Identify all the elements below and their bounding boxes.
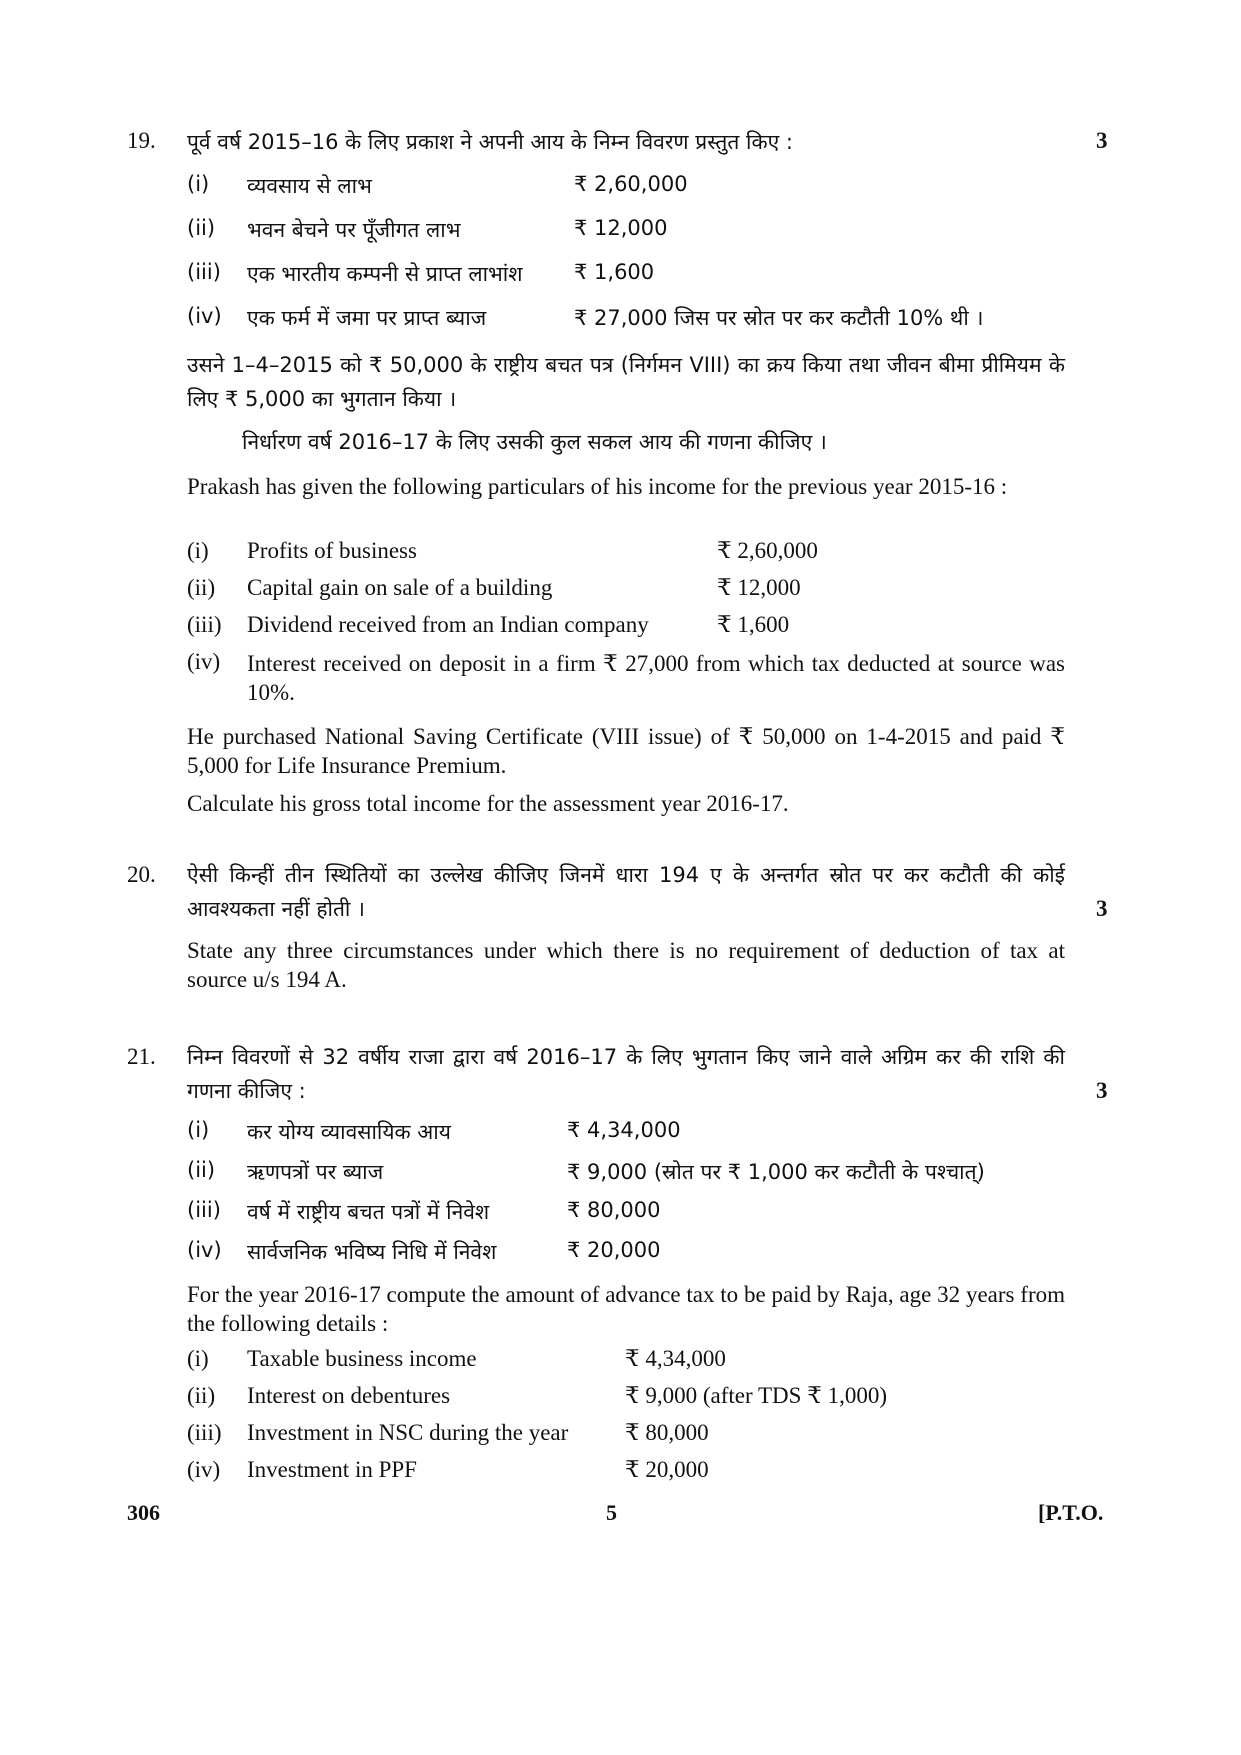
q20-english-text: State any three circumstances under which there is no requirement of deduction of tax at source u/s 194 A. [187,938,1065,992]
item-label: Investment in PPF [247,1457,417,1482]
q19-english-paragraph: He purchased National Saving Certificate (VIII issue) of ₹ 50,000 on 1-4-2015 and paid ₹ 5,000 for Life Insurance Premium. [187,724,1065,778]
item-number: (i) [187,538,209,563]
q21-hindi-intro: निम्न विवरणों से 32 वर्षीय राजा द्वारा वर्ष 2016–17 के लिए भुगतान किए जाने वाले अग्रिम कर की राशि की गणना कीजिए : [187,1045,1065,1103]
item-label: कर योग्य व्यावसायिक आय [247,1120,451,1144]
item-value: ₹ 20,000 [567,1238,661,1262]
q19-number: 19. [127,128,156,153]
item-value: ₹ 2,60,000 [717,538,818,563]
item-label: सार्वजनिक भविष्य निधि में निवेश [247,1240,497,1264]
item-value: ₹ 9,000 (स्रोत पर ₹ 1,000 कर कटौती के पश्चात्) [567,1160,985,1184]
item-value: ₹ 80,000 [625,1420,709,1445]
item-number: (iv) [187,1457,221,1482]
item-value: ₹ 4,34,000 [567,1118,681,1142]
item-number: (iv) [187,304,222,328]
item-label: भवन बेचने पर पूँजीगत लाभ [247,218,461,242]
paper-code: 306 [127,1500,160,1525]
item-label: व्यवसाय से लाभ [247,174,372,198]
item-value: ₹ 20,000 [625,1457,709,1482]
item-number: (iii) [187,612,222,637]
item-value: ₹ 9,000 (after TDS ₹ 1,000) [625,1383,887,1408]
q19-english-question: Calculate his gross total income for the assessment year 2016-17. [187,791,789,816]
q19-english-item-4-number: (iv) [187,649,221,674]
item-number: (i) [187,172,210,196]
item-value: ₹ 27,000 जिस पर स्रोत पर कर कटौती 10% थी । [574,306,984,330]
page-number: 5 [606,1500,617,1525]
item-value: ₹ 1,600 [574,260,655,284]
item-number: (iv) [187,1238,222,1262]
item-number: (i) [187,1118,210,1142]
item-number: (ii) [187,575,216,600]
item-label: एक फर्म में जमा पर प्राप्त ब्याज [247,306,487,330]
q19-english-intro: Prakash has given the following particulars of his income for the previous year 2015-16 : [187,474,1008,499]
item-value: ₹ 1,600 [717,612,790,637]
item-label: एक भारतीय कम्पनी से प्राप्त लाभांश [247,262,523,286]
q19-hindi-intro: पूर्व वर्ष 2015–16 के लिए प्रकाश ने अपनी आय के निम्न विवरण प्रस्तुत किए : [187,130,793,154]
item-value: ₹ 12,000 [717,575,801,600]
item-label: Taxable business income [247,1346,477,1371]
item-label: Profits of business [247,538,417,563]
item-number: (iii) [187,1198,221,1222]
q19-marks: 3 [1096,128,1108,153]
item-value: ₹ 80,000 [567,1198,661,1222]
q20-marks: 3 [1096,896,1108,921]
q21-english-intro: For the year 2016-17 compute the amount of advance tax to be paid by Raja, age 32 years from the following details : [187,1282,1065,1336]
q21-marks: 3 [1096,1078,1108,1103]
item-number: (i) [187,1346,209,1371]
item-value: ₹ 2,60,000 [574,172,688,196]
q20-number: 20. [127,862,156,887]
item-value: ₹ 4,34,000 [625,1346,726,1371]
q19-hindi-paragraph: उसने 1–4–2015 को ₹ 50,000 के राष्ट्रीय बचत पत्र (निर्गमन VIII) का क्रय किया तथा जीवन बीमा प्रीमियम के लिए ₹ 5,000 का भुगतान किया । [187,353,1065,411]
item-label: Interest on debentures [247,1383,451,1408]
q20-hindi-text: ऐसी किन्हीं तीन स्थितियों का उल्लेख कीजिए जिनमें धारा 194 ए के अन्तर्गत स्रोत पर कर कटौती की कोई आवश्यकता नहीं होती । [187,863,1065,921]
item-value: ₹ 12,000 [574,216,668,240]
pto-label: [P.T.O. [1038,1500,1104,1525]
q19-hindi-question: निर्धारण वर्ष 2016–17 के लिए उसकी कुल सकल आय की गणना कीजिए । [242,430,827,454]
q21-number: 21. [127,1044,156,1069]
item-label: Dividend received from an Indian company [247,612,649,637]
item-number: (ii) [187,216,216,240]
q19-english-item-4-text: Interest received on deposit in a firm ₹ 27,000 from which tax deducted at source was 10%. [247,651,1065,705]
item-label: ऋणपत्रों पर ब्याज [247,1160,384,1184]
item-number: (iii) [187,260,221,284]
item-number: (ii) [187,1158,216,1182]
item-label: Investment in NSC during the year [247,1420,569,1445]
item-label: वर्ष में राष्ट्रीय बचत पत्रों में निवेश [247,1200,490,1224]
item-label: Capital gain on sale of a building [247,575,553,600]
item-number: (iii) [187,1420,222,1445]
item-number: (ii) [187,1383,216,1408]
